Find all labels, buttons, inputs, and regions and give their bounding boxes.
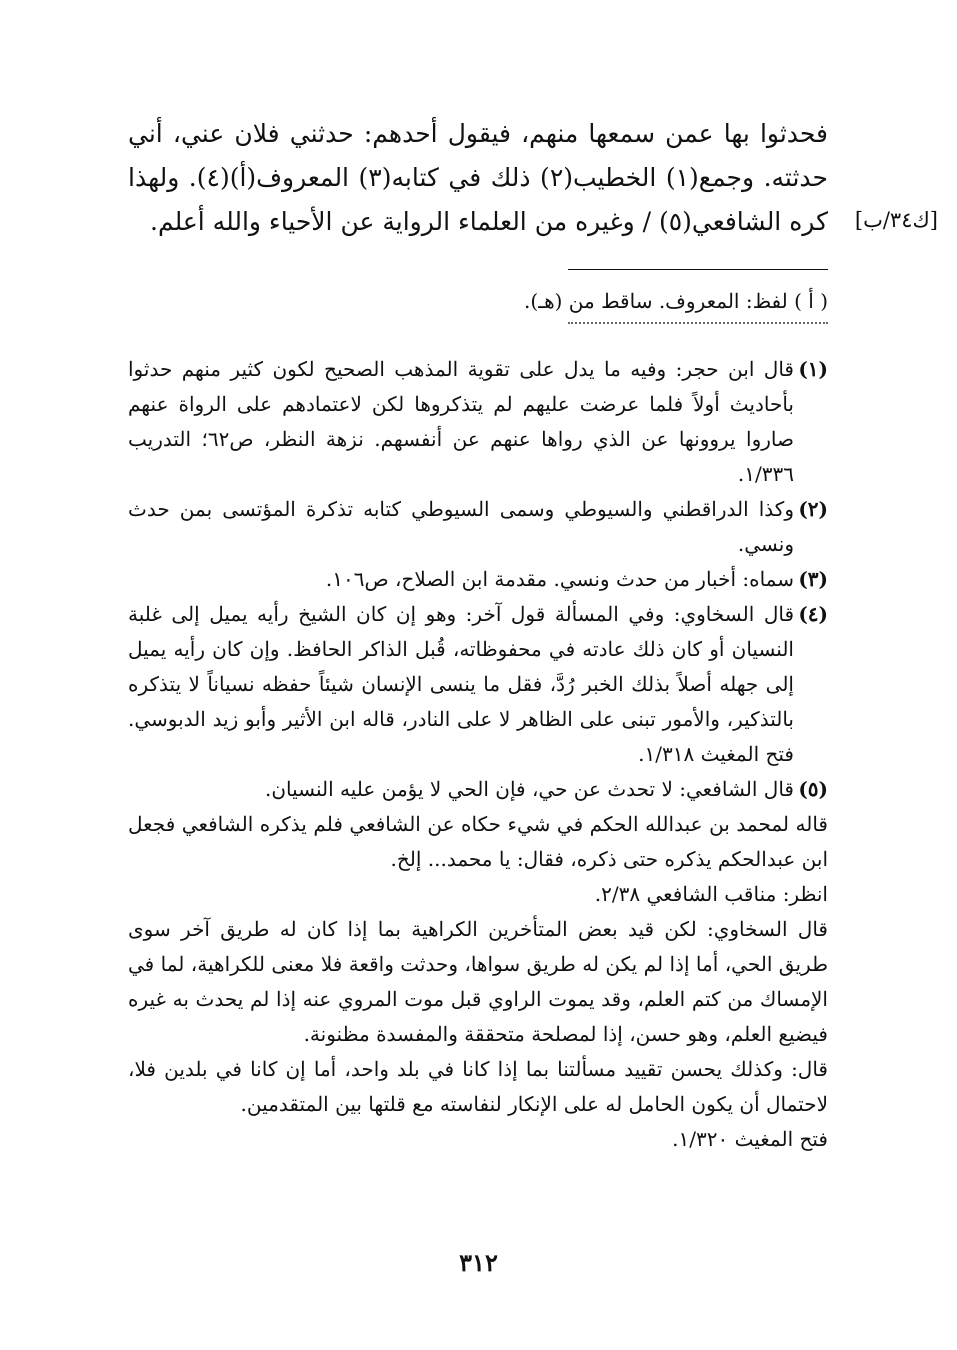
dotted-separator	[568, 322, 828, 324]
footnote-number: (٣)	[798, 567, 828, 591]
margin-note: [ك٣٤/ب]	[854, 208, 938, 232]
footnote-text: سماه: أخبار من حدث ونسي. مقدمة ابن الصلاح، ص١٠٦.	[325, 567, 794, 591]
main-text	[128, 112, 828, 244]
footnote-continuation: فتح المغيث ١/٣٢٠.	[672, 1127, 828, 1151]
page-number: ٣١٢	[459, 1248, 498, 1277]
footnote-number: (٥)	[798, 777, 828, 801]
footnote-text: قال السخاوي: وفي المسألة قول آخر: وهو إن كان الشيخ رأيه يميل إلى غلبة النسيان أو كان ذلك عادته في محفوظاته، قُبل الذاكر الحافظ. وإن كان رأيه يميل إلى جهله أصلاً بذلك الخبر رُدَّ، فقل ما ينسى الإنسان شيئاً حفظه نسياناً لا يتذكره بالتذكير، والأمور تبنى على الظاهر لا على النادر، قاله ابن الأثير وأبو زيد الدبوسي. فتح المغيث ١/٣١٨.	[128, 602, 794, 766]
main-paragraph: فحدثوا بها عمن سمعها منهم، فيقول أحدهم: حدثني فلان عني، أني حدثته. وجمع(١) الخطيب(٢) ذلك في كتابه(٣) المعروف(أ)(٤). ولهذا كره الشافعي(٥) / وغيره من العلماء الرواية عن الأحياء والله أعلم.	[128, 119, 828, 236]
footnote-number: (٢)	[798, 497, 828, 521]
footnote-text: قال الشافعي: لا تحدث عن حي، فإن الحي لا يؤمن عليه النسيان.	[264, 777, 794, 801]
footnote-item	[128, 597, 828, 772]
footnote-text: قال ابن حجر: وفيه ما يدل على تقوية المذهب الصحيح لكون كثير منهم حدثوا بأحاديث أولاً فلما عرضت عليهم لم يتذكروها لكن لاعتمادهم على الرواة عنهم صاروا يروونها عن الذي رواها عنهم عن أنفسهم. نزهة النظر، ص٦٢؛ التدريب ١/٣٣٦.	[128, 357, 794, 486]
footnote-item	[128, 772, 828, 807]
footnote-a	[128, 284, 828, 319]
footnote-item	[128, 492, 828, 562]
footnote-item	[128, 352, 828, 492]
footnote-item	[128, 562, 828, 597]
footnote-continuation: قاله لمحمد بن عبدالله الحكم في شيء حكاه عن الشافعي فلم يذكره الشافعي فجعل ابن عبدالحكم يذكره حتى ذكره، فقال: يا محمد... إلخ.	[128, 812, 828, 871]
footnote-number: (٤)	[798, 602, 828, 626]
footnote-continuation: قال السخاوي: لكن قيد بعض المتأخرين الكراهية بما إذا كان له طريق آخر سوى طريق الحي، أما إذا لم يكن له طريق سواها، وحدثت واقعة فلا معنى للكراهية، لما في الإمساك من كتم العلم، وقد يموت الراوي قبل موت المروي عنه إذا لم يحدث به غيره فيضيع العلم، وهو حسن، إذا لمصلحة متحققة والمفسدة مظنونة.	[128, 917, 828, 1046]
footnote-separator	[568, 269, 828, 270]
footnote-continuation: انظر: مناقب الشافعي ٢/٣٨.	[594, 882, 828, 906]
footnotes-list	[128, 352, 828, 1157]
footnote-continuation: قال: وكذلك يحسن تقييد مسألتنا بما إذا كانا في بلد واحد، أما إن كانا في بلدين فلا، لاحتمال أن يكون الحامل له على الإنكار لنفاسته مع قلتها بين المتقدمين.	[128, 1057, 828, 1116]
footnote-text: وكذا الدراقطني والسيوطي وسمى السيوطي كتابه تذكرة المؤتسى بمن حدث ونسي.	[128, 497, 794, 556]
footnote-a-text: ( أ ) لفظ: المعروف. ساقط من (هـ).	[524, 289, 828, 313]
footnote-number: (١)	[798, 357, 828, 381]
